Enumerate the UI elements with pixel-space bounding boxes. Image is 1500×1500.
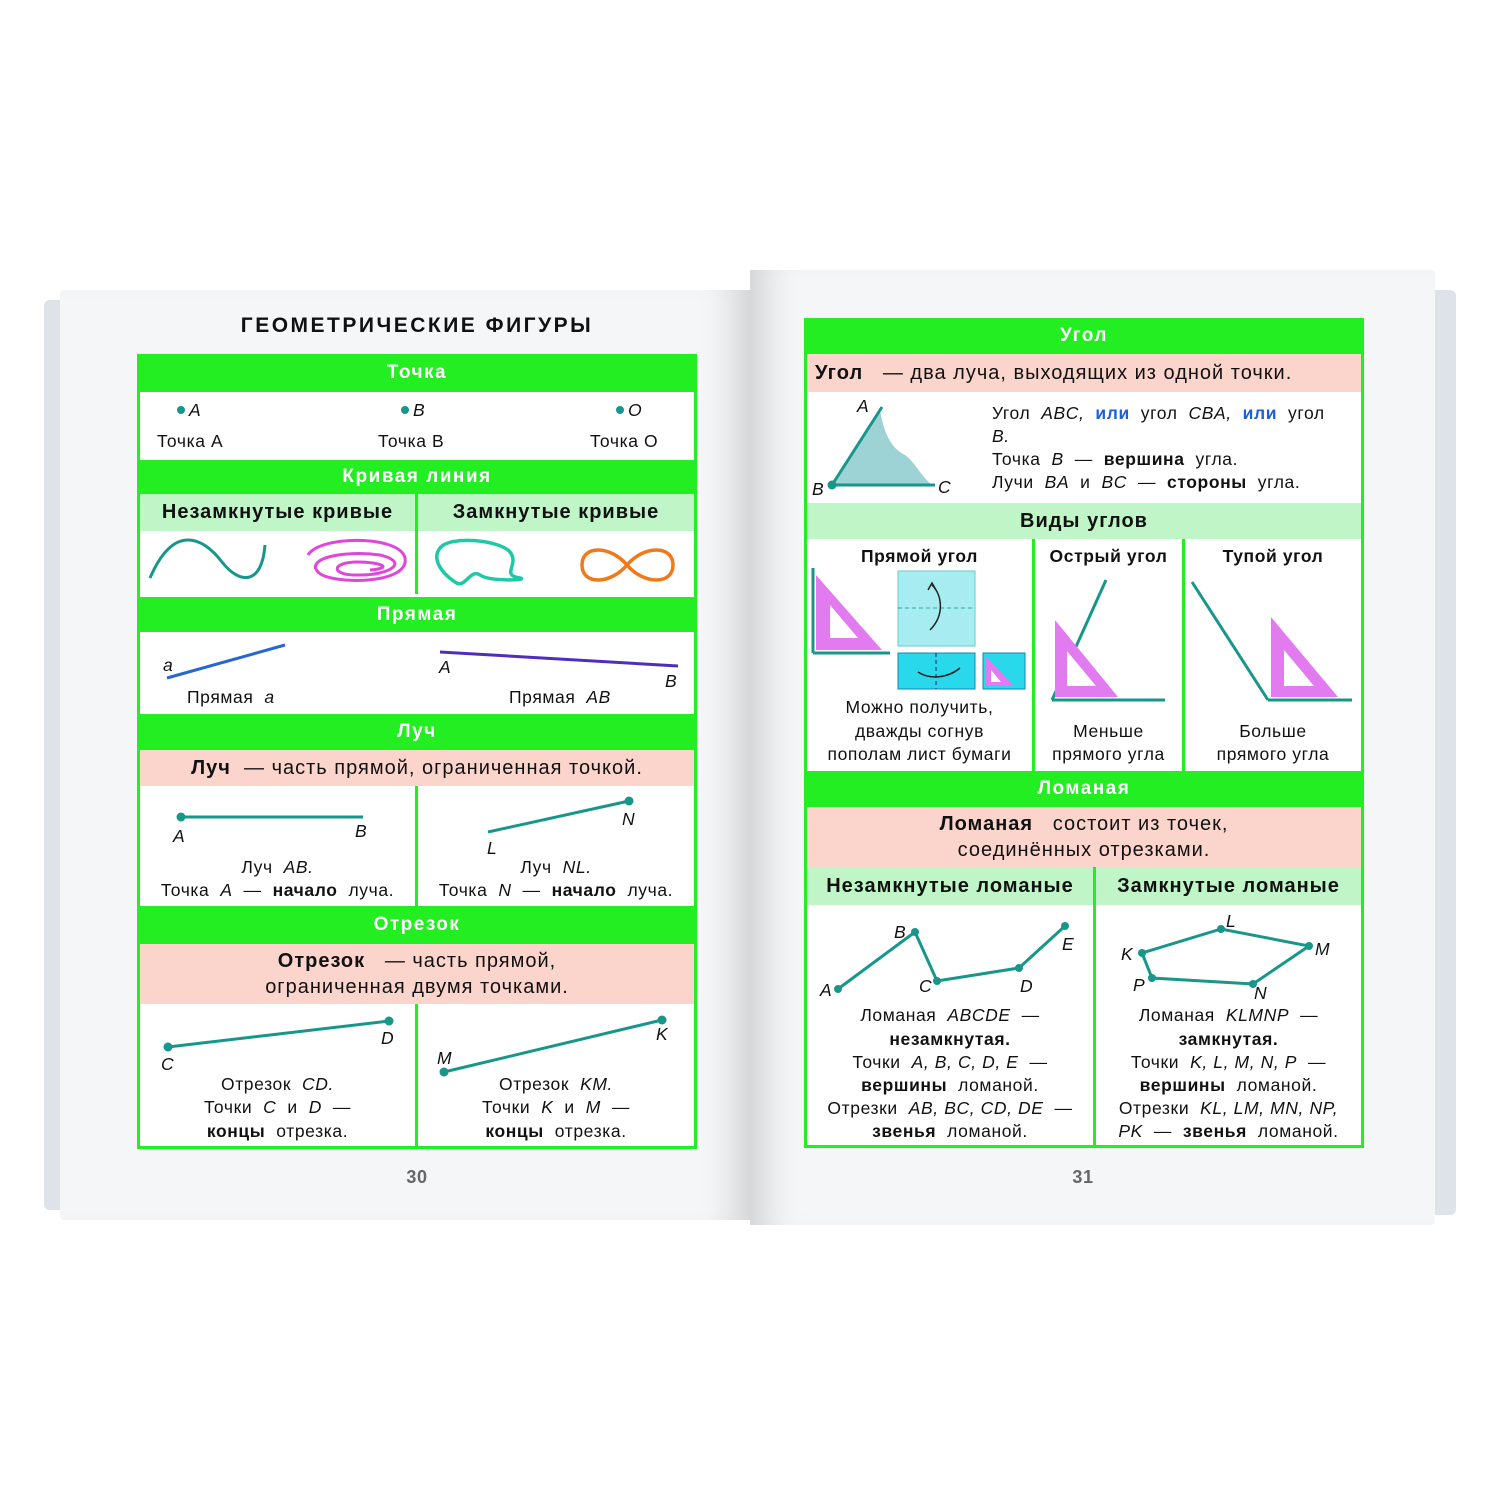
point-label-o: O: [628, 400, 643, 420]
open-curves-title: Незамкнутые кривые: [140, 494, 415, 531]
open-caption-3: Точки A, B, C, D, E —: [852, 1052, 1048, 1072]
segment-km-caption-1: Отрезок KM.: [499, 1074, 613, 1094]
acute-angle-title: Острый угол: [1049, 546, 1168, 566]
segment-cd-caption-3: концы отрезка.: [206, 1121, 349, 1141]
angle-label-a: A: [857, 396, 870, 416]
closed-label-k: K: [1121, 944, 1134, 964]
section-header-lomanaya: Ломаная: [804, 771, 1364, 807]
closed-caption-2: замкнутая.: [1178, 1029, 1279, 1049]
page-number-left: 30: [406, 1167, 428, 1187]
open-polyline-title: Незамкнутые ломаные: [807, 867, 1093, 905]
ugol-definition: Угол — два луча, выходящих из одной точки.: [807, 354, 1361, 392]
right-angle-title: Прямой угол: [860, 546, 979, 566]
angle-text-4: Лучи BA и BC — стороны угла.: [992, 472, 1301, 492]
page-number-right: 31: [1072, 1167, 1094, 1187]
page-title: ГЕОМЕТРИЧЕСКИЕ ФИГУРЫ: [240, 314, 594, 337]
acute-angle-caption-1: Меньше: [1073, 721, 1144, 741]
line-ab-label-b: B: [665, 671, 678, 691]
open-label-d: D: [1020, 976, 1034, 996]
closed-caption-6: PK — звенья ломаной.: [1118, 1121, 1339, 1141]
open-caption-2: незамкнутая.: [889, 1029, 1011, 1049]
lomanaya-definition: Ломаная состоит из точек, соединённых отрезками.: [807, 807, 1361, 867]
closed-caption-4: вершины ломаной.: [1139, 1075, 1318, 1095]
open-label-a: A: [820, 980, 833, 1000]
section-header-pryamaya: Прямая: [137, 597, 697, 632]
ray-ab-caption-1: Луч AB.: [241, 857, 314, 877]
open-caption-4: вершины ломаной.: [861, 1075, 1039, 1095]
open-label-e: E: [1062, 934, 1075, 954]
line-ab-caption: Прямая AB: [509, 687, 611, 707]
segment-cd-caption-1: Отрезок CD.: [220, 1074, 334, 1094]
divider: [415, 494, 418, 594]
ray-nl-label-l: L: [487, 838, 498, 858]
section-header-tochka: Точка: [137, 354, 697, 392]
closed-curves-title: Замкнутые кривые: [418, 494, 694, 531]
closed-polyline-icon: [0, 0, 1, 1]
acute-angle-caption-2: прямого угла: [1052, 744, 1165, 764]
section-header-krivaya: Кривая линия: [137, 460, 697, 494]
section-header-vidy-uglov: Виды углов: [807, 503, 1361, 539]
obtuse-angle-title: Тупой угол: [1222, 546, 1324, 566]
open-caption-1: Ломаная ABCDE —: [860, 1005, 1040, 1025]
luch-definition: Луч — часть прямой, ограниченная точкой.: [140, 750, 694, 786]
closed-label-l: L: [1226, 911, 1237, 931]
section-header-otrezok: Отрезок: [137, 906, 697, 944]
closed-label-p: P: [1133, 975, 1146, 995]
segment-km-label-m: M: [437, 1048, 453, 1068]
segment-cd-label-d: D: [381, 1028, 395, 1048]
segment-cd-caption-2: Точки C и D —: [204, 1097, 351, 1117]
open-label-c: C: [919, 976, 933, 996]
point-caption-a: Точка A: [157, 431, 224, 451]
closed-caption-1: Ломаная KLMNP —: [1138, 1005, 1319, 1025]
line-a-caption: Прямая a: [187, 687, 275, 707]
closed-polyline-title: Замкнутые ломаные: [1096, 867, 1361, 905]
open-caption-5: Отрезки AB, BC, CD, DE —: [827, 1098, 1073, 1118]
closed-label-n: N: [1254, 983, 1268, 1003]
obtuse-angle-caption-2: прямого угла: [1216, 744, 1330, 764]
angle-text-3: Точка B — вершина угла.: [992, 449, 1239, 469]
ray-ab-label-a: A: [173, 826, 186, 846]
open-caption-6: звенья ломаной.: [872, 1121, 1028, 1141]
line-a-label: a: [163, 655, 174, 675]
closed-label-m: M: [1315, 939, 1331, 959]
closed-caption-3: Точки K, L, M, N, P —: [1130, 1052, 1327, 1072]
ray-ab-label-b: B: [355, 821, 368, 841]
right-angle-caption-3: пополам лист бумаги: [827, 744, 1012, 764]
open-label-b: B: [894, 922, 907, 942]
right-angle-caption-2: дважды согнув: [855, 721, 984, 741]
point-label-a: A: [189, 400, 202, 420]
angle-label-c: C: [938, 477, 952, 497]
angle-text-1: Угол ABC, или угол CBA, или угол: [992, 403, 1325, 423]
angle-label-b: B: [812, 479, 825, 499]
ray-ab-caption-2: Точка A — начало луча.: [160, 880, 395, 900]
line-ab-label-a: A: [439, 657, 452, 677]
point-label-b: B: [413, 400, 426, 420]
segment-km-caption-2: Точки K и M —: [482, 1097, 630, 1117]
point-caption-o: Точка O: [590, 431, 659, 451]
otrezok-definition: Отрезок — часть прямой, ограниченная двумя точками.: [140, 944, 694, 1004]
section-header-ugol: Угол: [804, 318, 1364, 354]
section-header-luch: Луч: [137, 714, 697, 750]
ray-nl-caption-2: Точка N — начало луча.: [438, 880, 674, 900]
segment-km-caption-3: концы отрезка.: [485, 1121, 627, 1141]
ray-nl-label-n: N: [622, 809, 636, 829]
angle-text-2: B.: [992, 426, 1010, 446]
closed-caption-5: Отрезки KL, LM, MN, NP,: [1118, 1098, 1339, 1118]
point-caption-b: Точка B: [378, 431, 445, 451]
segment-cd-label-c: C: [161, 1054, 175, 1074]
obtuse-angle-caption-1: Больше: [1239, 721, 1307, 741]
right-angle-caption-1: Можно получить,: [845, 697, 994, 717]
segment-km-label-k: K: [656, 1024, 669, 1044]
ray-nl-caption-1: Луч NL.: [520, 857, 592, 877]
